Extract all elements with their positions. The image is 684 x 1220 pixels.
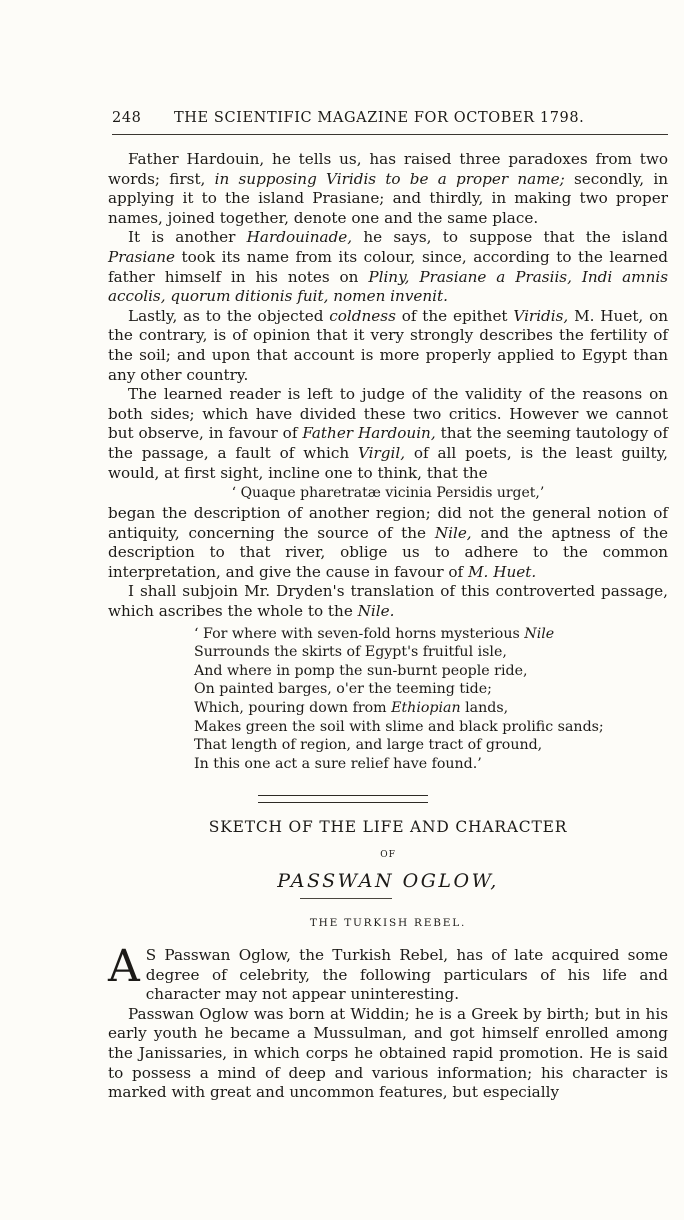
poem-line: ‘ For where with seven-fold horns mysterious Nile (194, 625, 555, 642)
article-text (108, 941, 668, 1103)
poem-line: Makes green the soil with slime and black prolific sands; (194, 718, 604, 735)
running-header (112, 110, 668, 134)
continued-text (108, 150, 668, 777)
header-rule (112, 134, 668, 135)
article-paragraph-intro: A S Passwan Oglow, the Turkish Rebel, has of late acquired some degree of celebrity, the following particulars of his life and character may not appear uninteresting. (108, 941, 668, 1004)
section-title: SKETCH OF THE LIFE AND CHARACTER (208, 818, 568, 836)
page-number: 248 (112, 110, 142, 126)
paragraph-dryden: I shall subjoin Mr. Dryden's translation of this controverted passage, which ascribes the whole to the Nile. (108, 582, 668, 621)
paragraph-hardouinade: It is another Hardouinade, he says, to suppose that the island Prasiane took its name from its colour, since, according to the learned father himself in his notes on Pliny, Prasiane a Prasiis, Indi amnis accolis, quorum ditionis fuit, nomen invenit. (108, 228, 668, 306)
poem-line: That length of region, and large tract of ground, (194, 737, 543, 754)
dryden-translation-poem (194, 625, 668, 774)
section-subject-name: PASSWAN OGLOW, (277, 870, 499, 892)
name-underline (300, 898, 392, 899)
poem-line: On painted barges, o'er the teeming tide; (194, 681, 492, 698)
drop-cap: A (108, 941, 140, 992)
section-of: OF (380, 850, 396, 860)
paragraph-description: began the description of another region; did not the general notion of antiquity, concerning the source of the Nile, and the aptness of the description to that river, oblige us to adhere to the common interpretation, and give the cause in favour of M. Huet. (108, 504, 668, 581)
article-paragraph-birth: Passwan Oglow was born at Widdin; he is a Greek by birth; but in his early youth he became a Mussulman, and got himself enrolled among the Janissaries, in which corps he obtained rapid promotion. He is said to possess a mind of deep and various information; his character is marked with great and uncommon features, but especially (108, 1004, 668, 1102)
poem-line: In this one act a sure relief have found.’ (194, 755, 482, 772)
section-divider (258, 795, 428, 803)
paragraph-paradoxes: Father Hardouin, he tells us, has raised three paradoxes from two words; first, in supposing Viridis to be a proper name; secondly, in applying it to the island Prasiane; and thirdly, in making two proper names, joined together, denote one and the same place. (108, 150, 669, 227)
poem-line: And where in pomp the sun-burnt people ride, (194, 662, 528, 679)
paragraph-learned-reader: The learned reader is left to judge of the validity of the reasons on both sides; which have divided these two critics. However we cannot but observe, in favour of Father Hardouin, that the seeming tautology of the passage, a fault of which Virgil, of all poets, is the least guilty, would, at first sight, incline one to think, that the (108, 385, 668, 482)
paragraph-coldness: Lastly, as to the objected coldness of the epithet Viridis, M. Huet, on the contrary, is of opinion that it very strongly describes the fertility of the soil; and upon that account is more properly applied to Egypt than any other country. (108, 306, 668, 384)
latin-quote: ‘ Quaque pharetratæ vicinia Persidis urget,’ (231, 485, 545, 502)
running-title: THE SCIENTIFIC MAGAZINE FOR OCTOBER 1798. (174, 110, 585, 126)
poem-line: Surrounds the skirts of Egypt's fruitful isle, (194, 644, 507, 661)
poem-line: Which, pouring down from Ethiopian lands, (194, 700, 509, 717)
section-subtitle: THE TURKISH REBEL. (309, 917, 467, 929)
